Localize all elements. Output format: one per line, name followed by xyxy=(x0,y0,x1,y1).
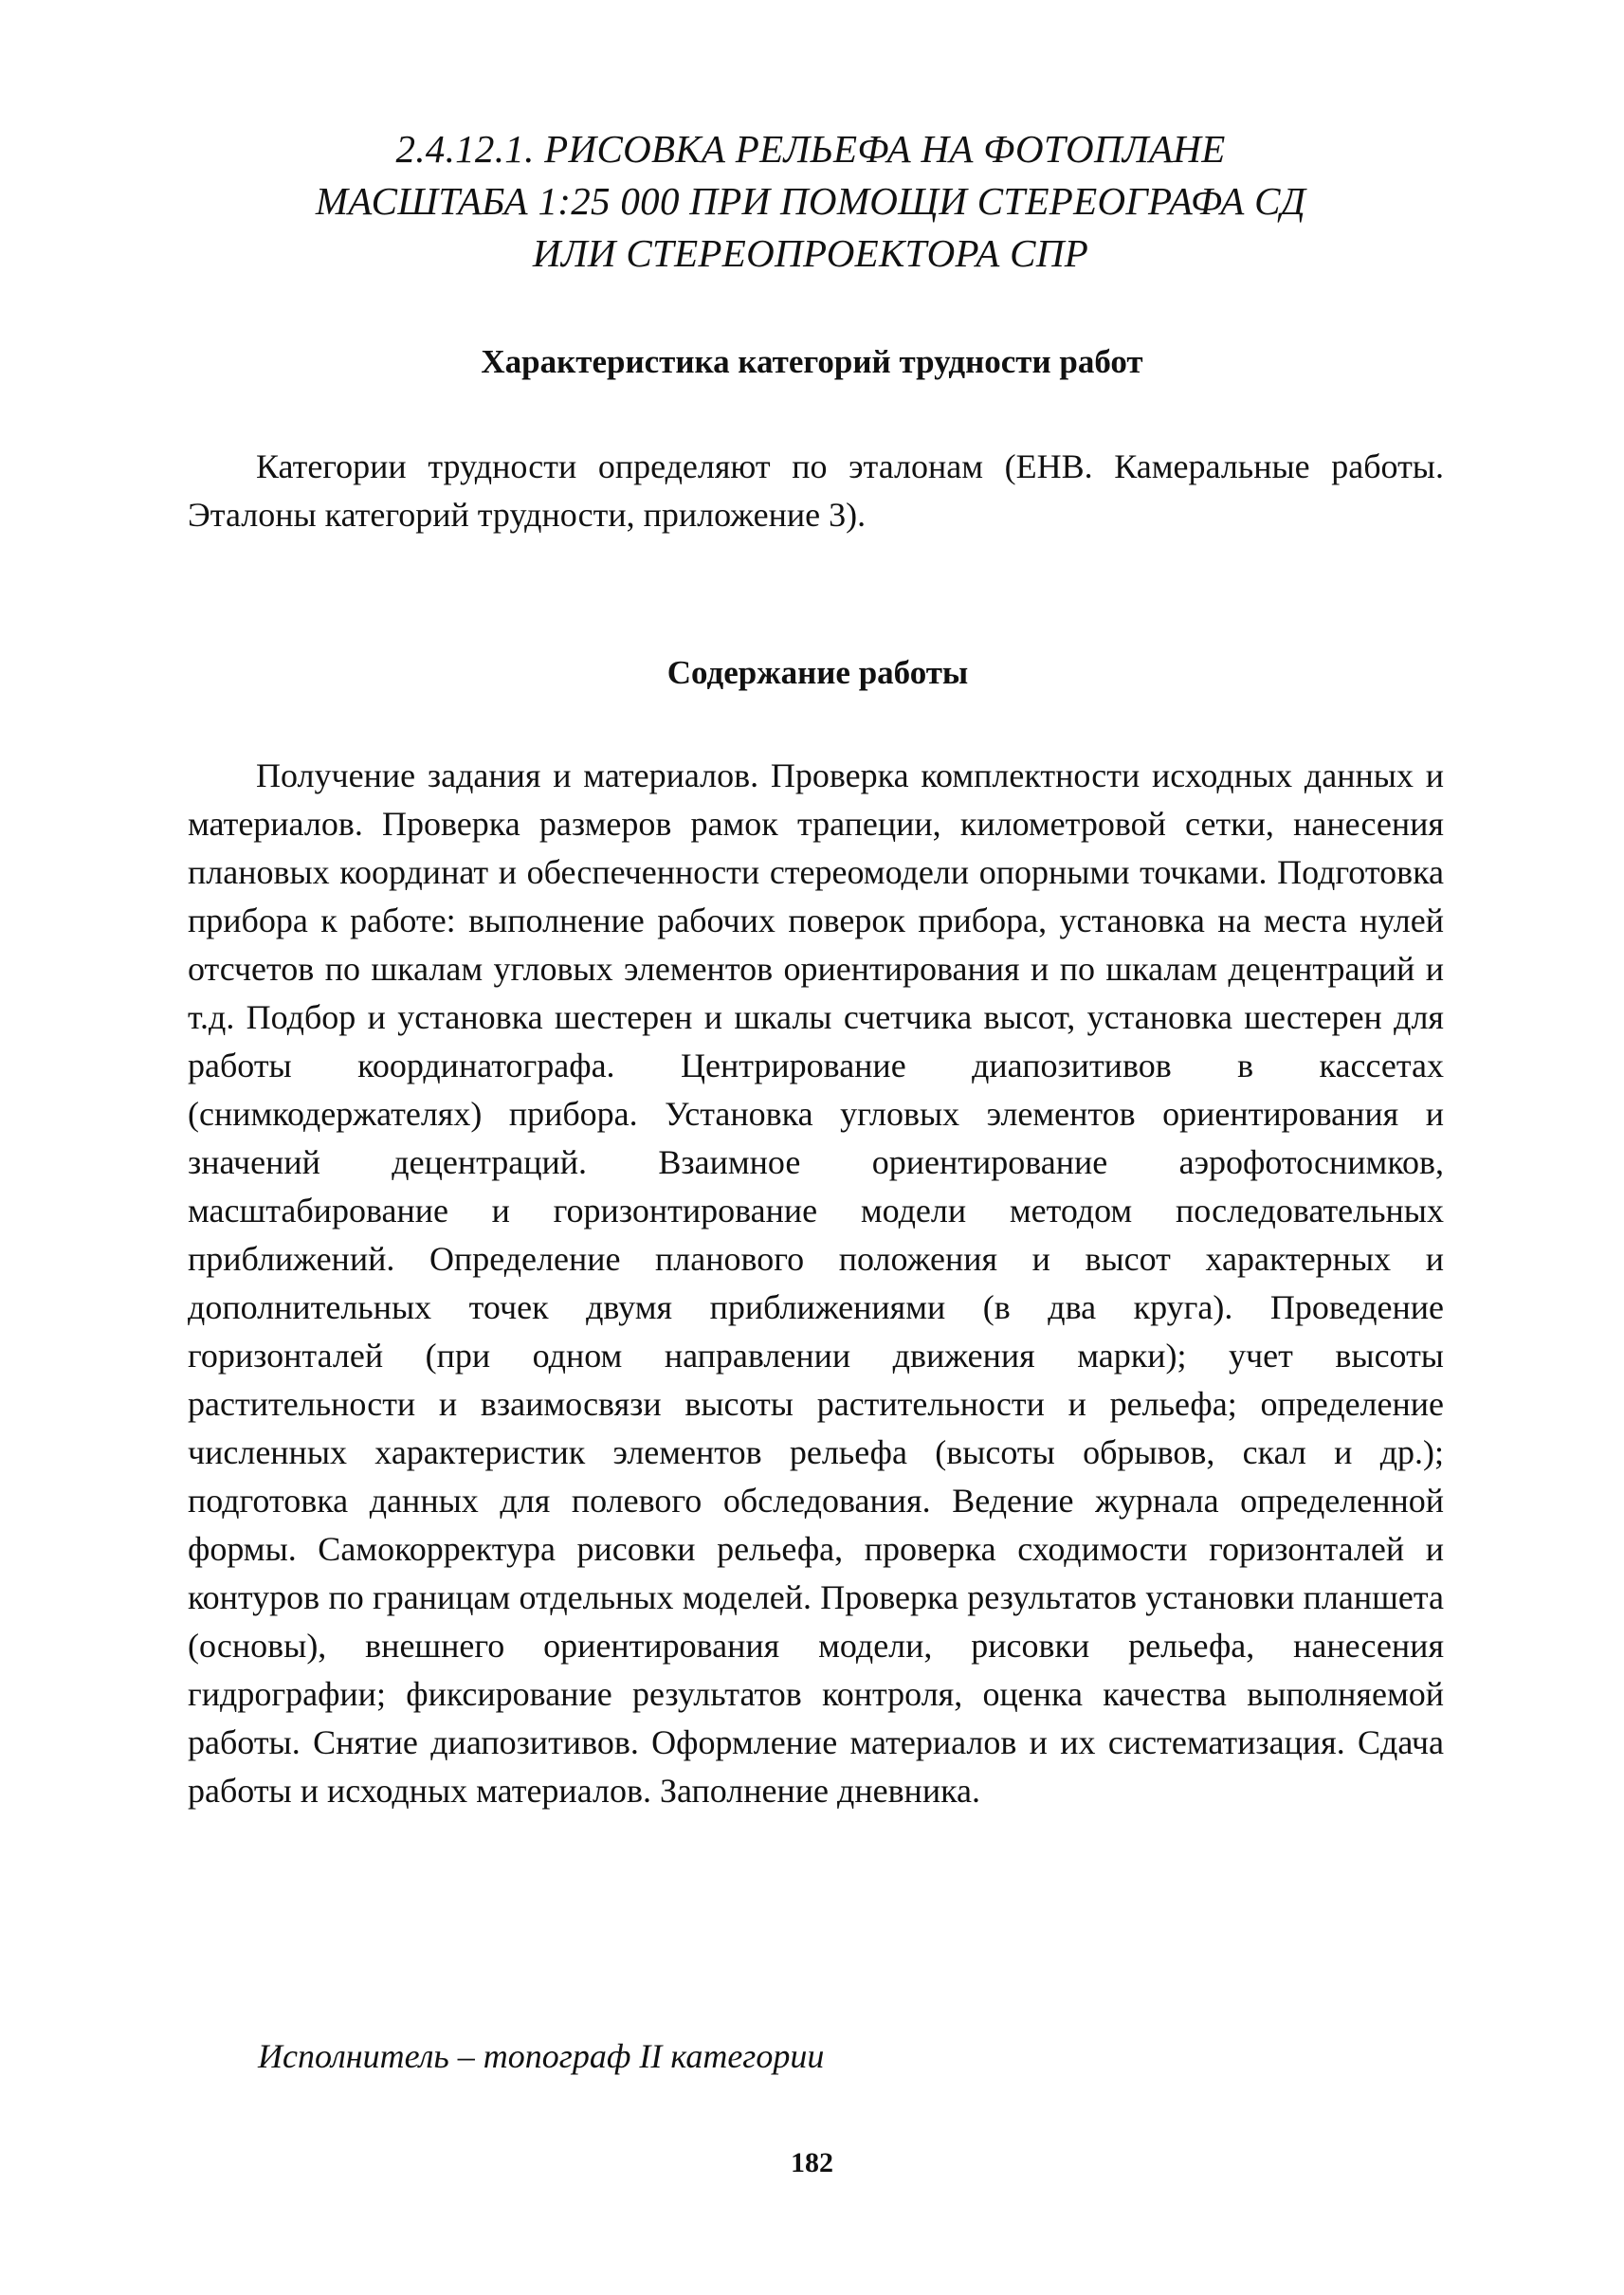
characteristics-heading: Характеристика категорий трудности работ xyxy=(481,343,1143,380)
section-title-line-1: 2.4.12.1. РИСОВКА РЕЛЬЕФА НА ФОТОПЛАНЕ xyxy=(395,127,1226,171)
section-title-line-3: ИЛИ СТЕРЕОПРОЕКТОРА СПР xyxy=(532,231,1089,275)
executor-line: Исполнитель – топограф II категории xyxy=(258,2037,825,2075)
content-paragraph: Получение задания и материалов. Проверка комплектности исходных данных и материалов. Проверка размеров рамок трапеции, километровой сетки, нанесения плановых координат и обеспеченности стереомодели опорными точками. Подготовка прибора к работе: выполнение рабочих поверок прибора, установка на места нулей отсчетов по шкалам угловых элементов ориентирования и по шкалам децентраций и т.д. Подбор и установка шестерен и шкалы счетчика высот, установка шестерен для работы координатографа. Центрирование диапозитивов в кассетах (снимкодержателях) прибора. Установка угловых элементов ориентирования и значений децентраций. Взаимное ориентирование аэрофотоснимков, масштабирование и горизонтирование модели методом последовательных приближений. Определение планового положения и высот характерных и дополнительных точек двумя приближениями (в два круга). Проведение горизонталей (при одном направлении движения марки); учет высоты растительности и взаимосвязи высоты растительности и рельефа; определение численных характеристик элементов рельефа (высоты обрывов, скал и др.); подготовка данных для полевого обследования. Ведение журнала определенной формы. Самокорректура рисовки рельефа, проверка сходимости горизонталей и контуров по границам отдельных моделей. Проверка результатов установки планшета (основы), внешнего ориентирования модели, рисовки рельефа, нанесения гидрографии; фиксирование результатов контроля, оценка качества выполняемой работы. Снятие диапозитивов. Оформление материалов и их систематизация. Сдача работы и исходных материалов. Заполнение дневника. xyxy=(188,756,1444,1810)
characteristics-paragraph: Категории трудности определяют по эталонам (ЕНВ. Камеральные работы. Эталоны категорий трудности, приложение 3). xyxy=(188,447,1444,534)
page-number: 182 xyxy=(791,2147,833,2178)
content-heading: Содержание работы xyxy=(666,654,969,691)
section-title xyxy=(228,123,1394,280)
section-title-line-2: МАСШТАБА 1:25 000 ПРИ ПОМОЩИ СТЕРЕОГРАФА СД xyxy=(315,179,1306,223)
